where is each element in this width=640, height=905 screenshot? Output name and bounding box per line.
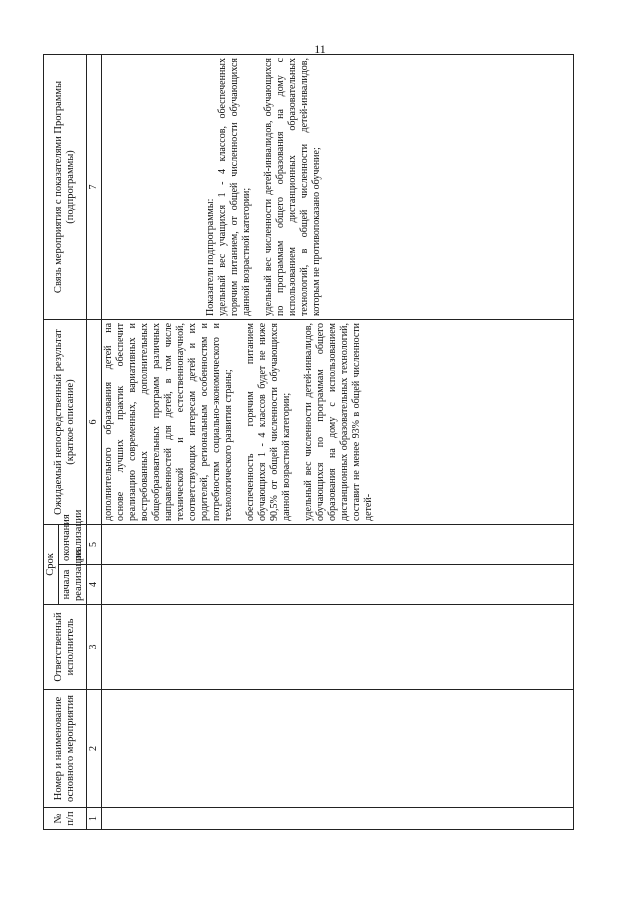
page-number: 11 (314, 42, 326, 56)
cell-indicator-link (102, 54, 574, 319)
rotated-table-frame (43, 55, 595, 830)
cell-expected-result (102, 319, 574, 524)
column-number: 5 (87, 524, 102, 564)
header-start: начала реализации (59, 565, 87, 605)
column-number: 1 (87, 808, 102, 830)
cell-end (102, 524, 574, 564)
header-end: окончания реализации (59, 524, 87, 564)
column-number-row (87, 54, 102, 829)
result-paragraph: обеспеченность горячим питанием обучающихся 1 - 4 классов будет не ниже 90,5% от общей численности обучающихся данной возрастной категории; (245, 322, 292, 521)
column-number: 3 (87, 605, 102, 690)
header-measure-name: Номер и наименование основного мероприятия (44, 690, 87, 808)
header-expected-result: Ожидаемый непосредственный результат (краткое описание) (44, 319, 87, 524)
indicator-paragraph: удельный вес численности детей-инвалидов, обучающихся по программам общего образования на дому с использованием дистанционных образовательных технологий, в общей численности детей-инвалидов, которым не противопоказано обучение; (263, 57, 322, 316)
header-responsible: Ответственный исполнитель (44, 605, 87, 690)
cell-measure-name (102, 690, 574, 808)
column-number: 2 (87, 690, 102, 808)
cell-number (102, 808, 574, 830)
column-number: 7 (87, 54, 102, 319)
header-indicator-link: Связь мероприятия с показателями Программы (подпрограммы) (44, 54, 87, 319)
cell-responsible (102, 605, 574, 690)
column-number: 4 (87, 565, 102, 605)
indicators-title: Показатели подпрограммы: (205, 198, 216, 316)
cell-start (102, 565, 574, 605)
result-paragraph: дополнительного образования детей на основе лучших практик обеспечит реализацию современных, вариативных и востребованных дополнительных общеобразовательных программ различных направленностей для детей, в том числе технической и естественнонаучной, соответствующих интересам детей и их родителей, региональным особенностям и потребностям социально-экономического и технологического развития страны; (103, 322, 234, 521)
measures-table (43, 54, 574, 830)
column-number: 6 (87, 319, 102, 524)
result-paragraph: удельный вес численности детей-инвалидов, обучающихся по программам общего образования на дому с использованием дистанционных образовательных технологий, составит не менее 93% в общей численности детей- (303, 322, 374, 521)
table-row (102, 54, 574, 829)
header-term: Срок (44, 524, 59, 604)
header-row (44, 54, 59, 829)
header-number: № п/п (44, 808, 87, 830)
indicator-paragraph: удельный вес учащихся 1 - 4 классов, обеспеченных горячим питанием, от общей численности обучающихся данной возрастной категории; (217, 57, 252, 316)
